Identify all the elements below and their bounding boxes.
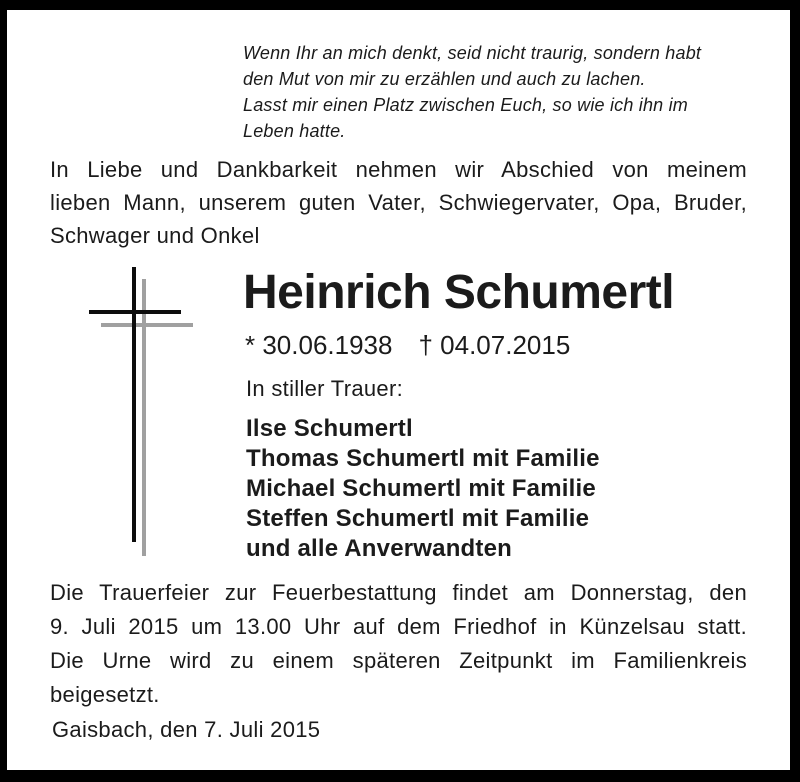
- cross-gray-vertical-bar: [142, 279, 146, 556]
- epigraph-line: Wenn Ihr an mich denkt, seid nicht traurig, sondern habt: [243, 43, 702, 63]
- funeral-details-paragraph: [50, 576, 747, 712]
- epigraph: [243, 40, 701, 144]
- mourners-list: [246, 414, 600, 564]
- mourning-heading: In stiller Trauer:: [246, 376, 404, 401]
- cross-gray-horizontal-bar: [101, 323, 193, 327]
- epigraph-line: den Mut von mir zu erzählen und auch zu lachen.: [243, 69, 646, 89]
- funeral-line: beigesetzt.: [50, 682, 160, 707]
- epigraph-line: Lasst mir einen Platz zwischen Euch, so wie ich ihn im: [243, 95, 688, 115]
- life-dates: [245, 330, 570, 361]
- mourner-name: Thomas Schumertl mit Familie: [246, 445, 600, 472]
- intro-line: lieben Mann, unserem guten Vater, Schwiegervater, Opa, Bruder,: [50, 190, 747, 215]
- intro-line: In Liebe und Dankbarkeit nehmen wir Abschied von meinem: [50, 157, 747, 182]
- funeral-line: 9. Juli 2015 um 13.00 Uhr auf dem Friedhof in Künzelsau statt.: [50, 614, 747, 639]
- epigraph-line: Leben hatte.: [243, 121, 346, 141]
- death-date: † 04.07.2015: [418, 330, 571, 360]
- mourner-name: und alle Anverwandten: [246, 535, 513, 562]
- memorial-cross-icon: [7, 10, 227, 610]
- mourner-name: Ilse Schumertl: [246, 415, 413, 442]
- funeral-line: Die Trauerfeier zur Feuerbestattung findet am Donnerstag, den: [50, 580, 747, 605]
- mourner-name: Michael Schumertl mit Familie: [246, 475, 596, 502]
- obituary-page: [7, 10, 790, 770]
- cross-black-horizontal-bar: [89, 310, 181, 314]
- cross-black-vertical-bar: [132, 267, 136, 542]
- deceased-name: Heinrich Schumertl: [243, 266, 675, 319]
- mourner-name: Steffen Schumertl mit Familie: [246, 505, 590, 532]
- place-dateline: Gaisbach, den 7. Juli 2015: [52, 717, 321, 742]
- funeral-line: Die Urne wird zu einem späteren Zeitpunkt im Familienkreis: [50, 648, 747, 673]
- intro-line: Schwager und Onkel: [50, 223, 260, 248]
- birth-date: * 30.06.1938: [245, 330, 393, 360]
